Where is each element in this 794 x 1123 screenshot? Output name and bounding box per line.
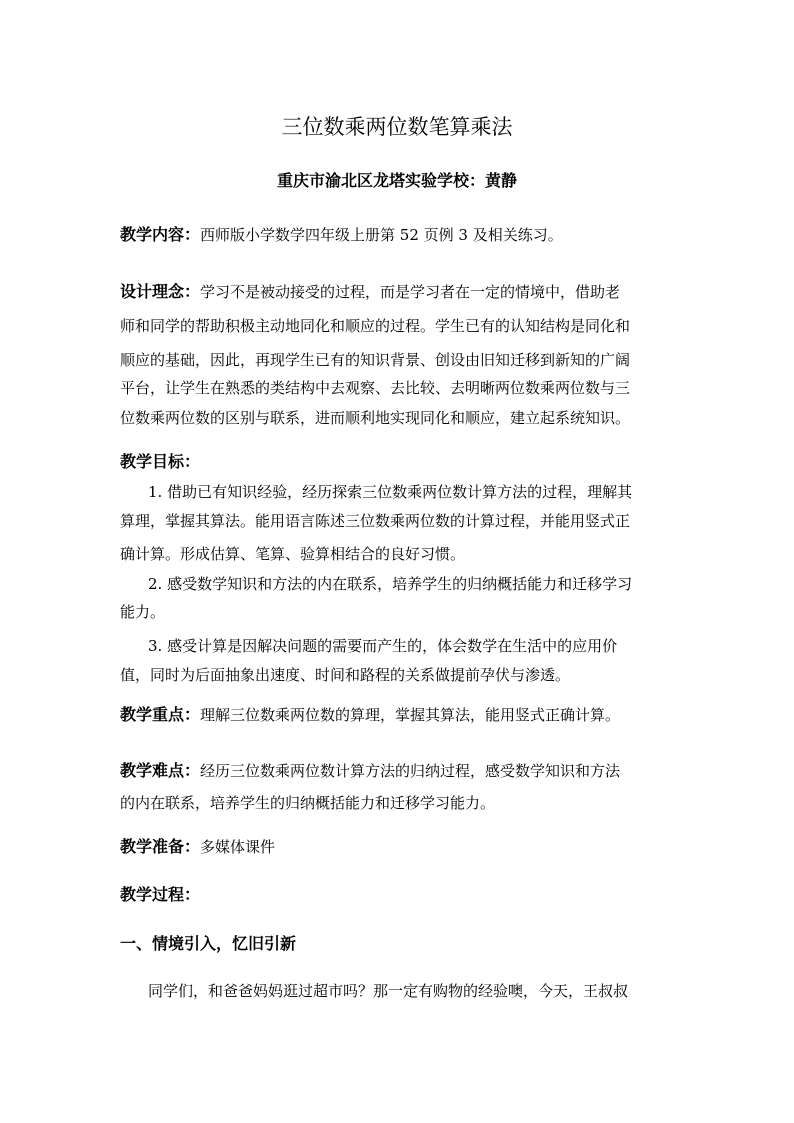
key-point-row <box>120 704 680 726</box>
difficulty-line: 经历三位数乘两位数计算方法的归纳过程，感受数学知识和方法 <box>200 762 621 780</box>
goal-line: 能力。 <box>120 603 166 621</box>
key-point-label: 教学重点： <box>120 705 201 724</box>
goal-line: 确计算。形成估算、笔算、验算相结合的良好习惯。 <box>120 545 466 563</box>
prep-label: 教学准备： <box>120 837 201 856</box>
goals-label: 教学目标： <box>120 452 201 471</box>
key-point-text: 理解三位数乘两位数的算理，掌握其算法，能用竖式正确计算。 <box>200 706 621 724</box>
concept-line: 学习不是被动接受的过程，而是学习者在一定的情境中，借助老 <box>200 283 621 301</box>
prep-row <box>120 836 680 858</box>
concept-label: 设计理念： <box>120 282 201 301</box>
process-label: 教学过程： <box>120 885 201 904</box>
content-row <box>120 224 680 246</box>
document-title: 三位数乘两位数笔算乘法 <box>281 115 513 139</box>
author-line: 重庆市渝北区龙塔实验学校：黄静 <box>276 171 517 190</box>
concept-line: 位数乘两位数的区别与联系，进而顺利地实现同化和顺应，建立起系统知识。 <box>120 409 631 427</box>
content-label: 教学内容： <box>120 225 201 244</box>
concept-line: 顺应的基础，因此，再现学生已有的知识背景、创设由旧知迁移到新知的广阔 <box>120 351 631 369</box>
prep-text: 多媒体课件 <box>200 838 276 856</box>
goal-line: 算理，掌握其算法。能用语言陈述三位数乘两位数的计算过程，并能用竖式正 <box>120 512 631 530</box>
concept-line: 平台，让学生在熟悉的类结构中去观察、去比较、去明晰两位数乘两位数与三 <box>120 379 631 397</box>
goal-line: 2. 感受数学知识和方法的内在联系，培养学生的归纳概括能力和迁移学习 <box>148 575 633 593</box>
paragraph-line: 同学们，和爸爸妈妈逛过超市吗？那一定有购物的经验噢，今天，王叔叔 <box>148 982 629 1000</box>
content-text: 西师版小学数学四年级上册第 52 页例 3 及相关练习。 <box>200 226 563 244</box>
section-heading: 一、情境引入，忆旧引新 <box>120 934 297 953</box>
difficulty-line: 的内在联系，培养学生的归纳概括能力和迁移学习能力。 <box>120 794 496 812</box>
concept-row <box>120 281 680 303</box>
concept-line: 师和同学的帮助积极主动地同化和顺应的过程。学生已有的认知结构是同化和 <box>120 317 631 335</box>
difficulty-label: 教学难点： <box>120 761 201 780</box>
goal-line: 3. 感受计算是因解决问题的需要而产生的，体会数学在生活中的应用价 <box>148 637 618 655</box>
difficulty-row <box>120 760 680 782</box>
goal-line: 值，同时为后面抽象出速度、时间和路程的关系做提前孕伏与渗透。 <box>120 666 571 684</box>
goal-line: 1. 借助已有知识经验，经历探索三位数乘两位数计算方法的过程，理解其 <box>148 483 633 501</box>
